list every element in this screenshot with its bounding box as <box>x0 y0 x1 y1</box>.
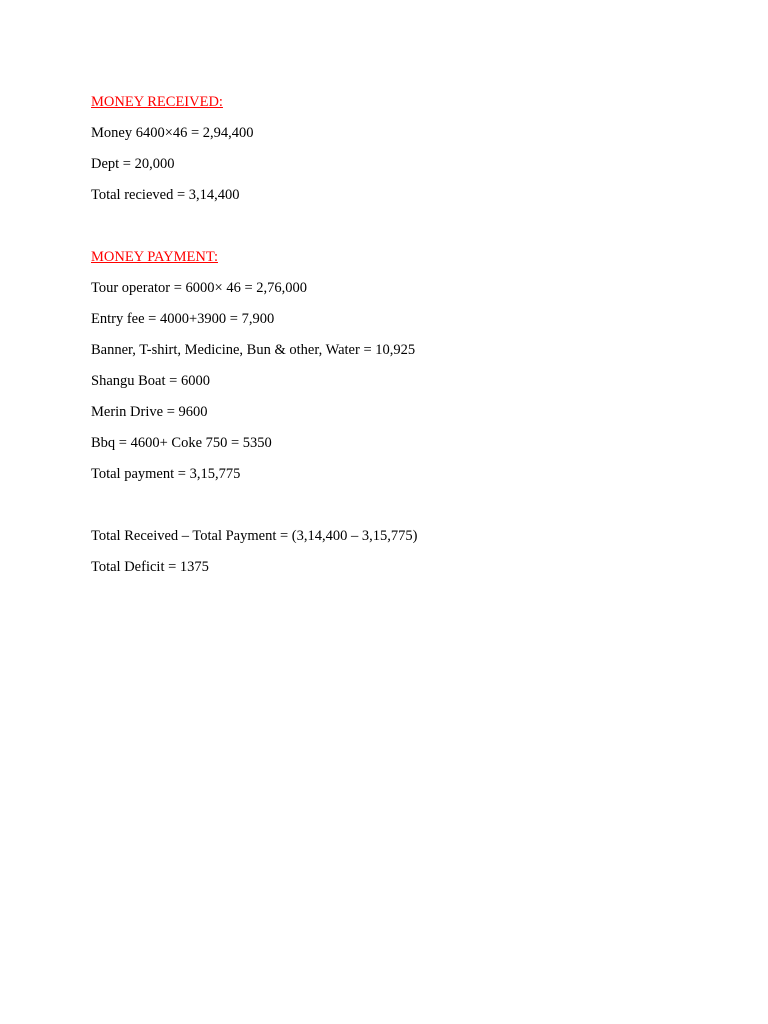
payment-line-entry-fee: Entry fee = 4000+3900 = 7,900 <box>91 311 275 327</box>
payment-line-merin-drive: Merin Drive = 9600 <box>91 404 208 420</box>
summary-line-difference: Total Received – Total Payment = (3,14,400 – 3,15,775) <box>91 528 418 544</box>
money-received-heading: MONEY RECEIVED: <box>91 94 223 110</box>
payment-line-tour-operator: Tour operator = 6000× 46 = 2,76,000 <box>91 280 308 296</box>
payment-line-bbq: Bbq = 4600+ Coke 750 = 5350 <box>91 435 272 451</box>
money-payment-heading: MONEY PAYMENT: <box>91 249 218 265</box>
received-line-money: Money 6400×46 = 2,94,400 <box>91 125 254 141</box>
payment-line-banner-misc: Banner, T-shirt, Medicine, Bun & other, Water = 10,925 <box>91 342 416 358</box>
received-line-dept: Dept = 20,000 <box>91 156 175 172</box>
payment-line-total: Total payment = 3,15,775 <box>91 466 241 482</box>
payment-line-shangu-boat: Shangu Boat = 6000 <box>91 373 210 389</box>
section-spacer <box>91 495 691 515</box>
summary-line-deficit: Total Deficit = 1375 <box>91 559 209 575</box>
document-page <box>91 92 691 588</box>
received-line-total: Total recieved = 3,14,400 <box>91 187 240 203</box>
section-spacer <box>91 216 691 236</box>
